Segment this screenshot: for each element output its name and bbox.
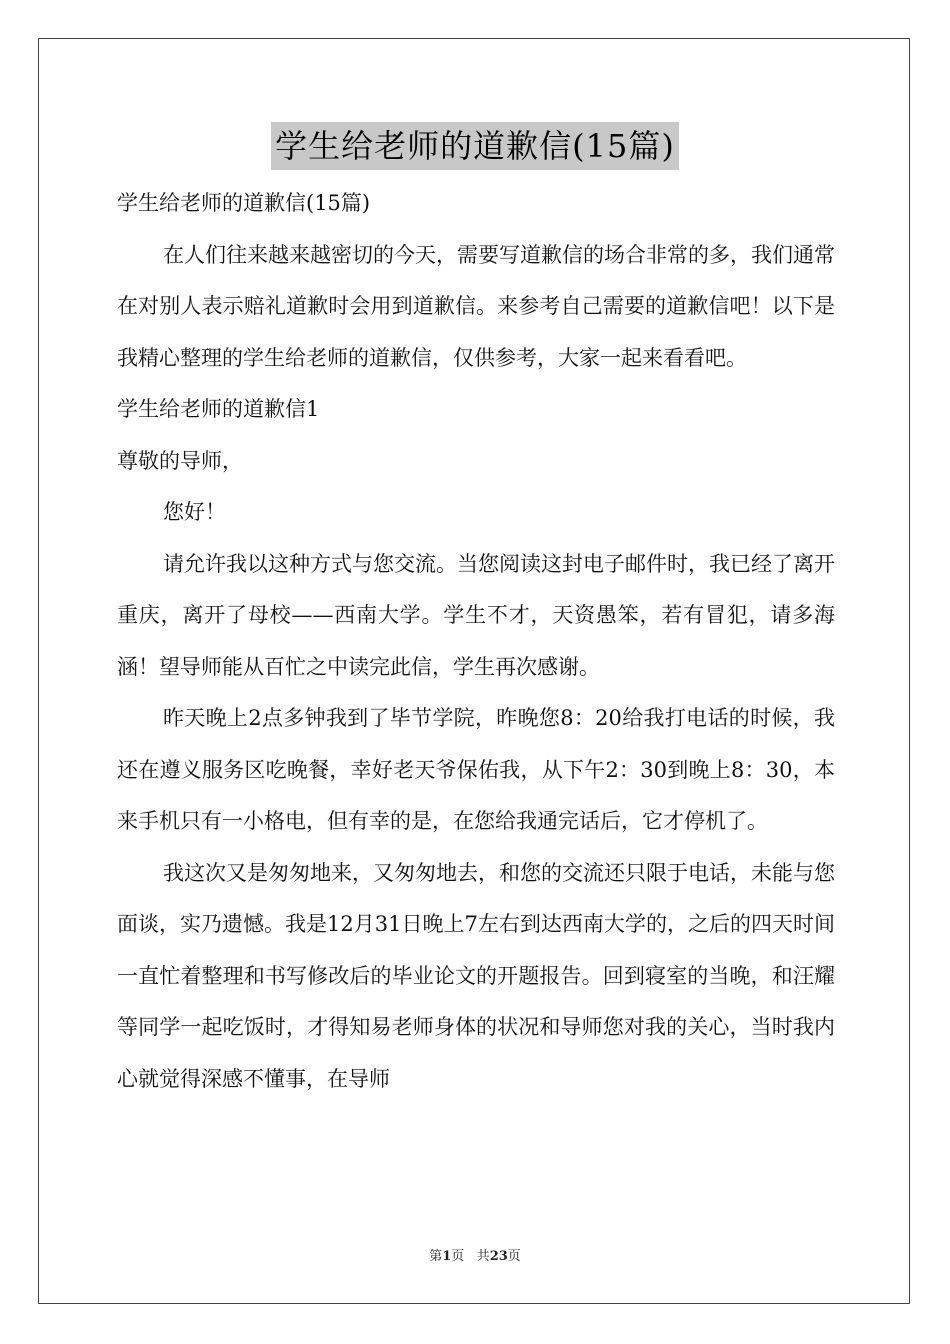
page-footer [0,1245,950,1264]
total-prefix: 共 [476,1249,490,1264]
paragraph-body: 请允许我以这种方式与您交流。当您阅读这封电子邮件时，我已经了离开重庆，离开了母校——西南大学。学生不才，天资愚笨，若有冒犯，请多海涵！望导师能从百忙之中读完此信，学生再次感谢。 [117,551,835,679]
greeting: 您好！ [163,500,226,524]
section-heading: 学生给老师的道歉信1 [117,397,320,421]
paragraph-body: 昨天晚上2点多钟我到了毕节学院，昨晚您8：20给我打电话的时候，我还在遵义服务区吃晚餐，幸好老天爷保佑我，从下午2：30到晚上8：30，本来手机只有一小格电，但有幸的是，在您给我通完话后，它才停机了。 [117,706,835,833]
salutation: 尊敬的导师， [117,448,243,473]
page-number: 1 [442,1249,452,1264]
total-pages: 23 [489,1249,508,1264]
paragraph-intro: 在人们往来越来越密切的今天，需要写道歉信的场合非常的多，我们通常在对别人表示赔礼道歉时会用到道歉信。来参考自己需要的道歉信吧！以下是我精心整理的学生给老师的道歉信，仅供参考，大家一起来看看吧。 [117,242,835,370]
page-suffix: 页 [451,1249,465,1264]
document-title: 学生给老师的道歉信(15篇) [271,122,679,170]
document-body [117,178,835,1105]
title-wrap [0,122,950,170]
page-prefix: 第 [429,1249,443,1264]
paragraph-subtitle: 学生给老师的道歉信(15篇) [117,191,371,215]
total-suffix: 页 [507,1249,521,1264]
paragraph-body: 我这次又是匆匆地来，又匆匆地去，和您的交流还只限于电话，未能与您面谈，实乃遗憾。我是12月31日晚上7左右到达西南大学的，之后的四天时间一直忙着整理和书写修改后的毕业论文的开题报告。回到寝室的当晚，和汪耀等同学一起吃饭时，才得知易老师身体的状况和导师您对我的关心，当时我内心就觉得深感不懂事，在导师 [117,860,835,1091]
